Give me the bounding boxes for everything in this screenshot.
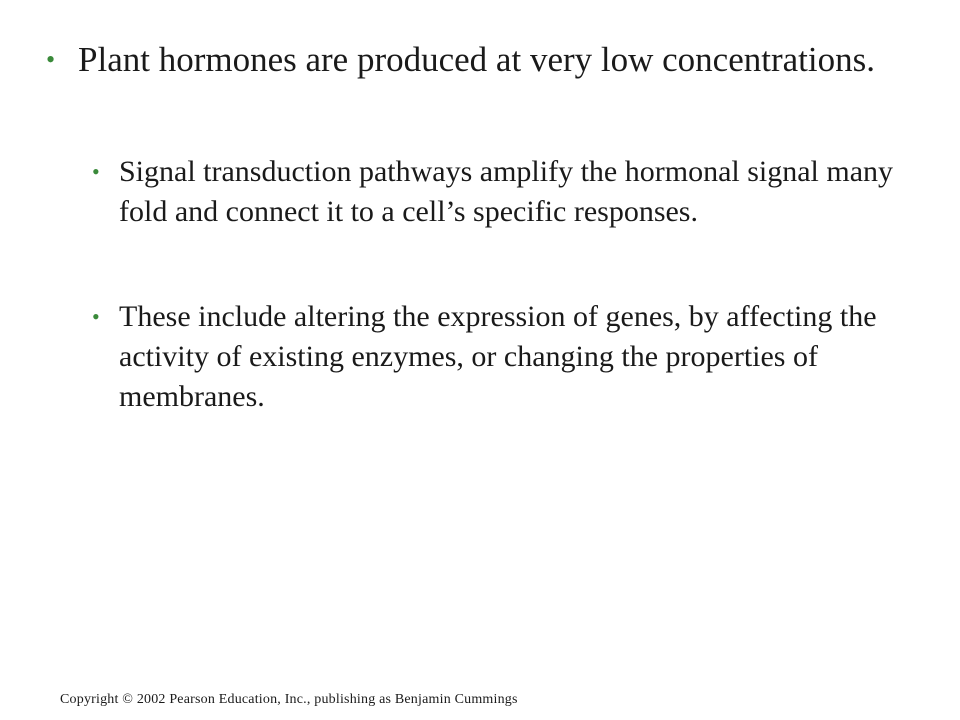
bullet-marker: • <box>92 159 100 184</box>
sub-bullet <box>92 152 912 232</box>
main-bullet-text: Plant hormones are produced at very low concentrations. <box>78 40 875 79</box>
sub-bullet-text: Signal transduction pathways amplify the hormonal signal many fold and connect it to a cell’s specific responses. <box>119 155 894 228</box>
main-bullet <box>46 38 906 82</box>
sub-bullet <box>92 297 912 417</box>
sub-bullet-text: These include altering the expression of genes, by affecting the activity of existing enzymes, or changing the properties of membranes. <box>119 300 877 413</box>
copyright-footer: Copyright © 2002 Pearson Education, Inc., publishing as Benjamin Cummings <box>60 692 518 707</box>
bullet-marker: • <box>46 45 56 74</box>
bullet-marker: • <box>92 304 100 329</box>
